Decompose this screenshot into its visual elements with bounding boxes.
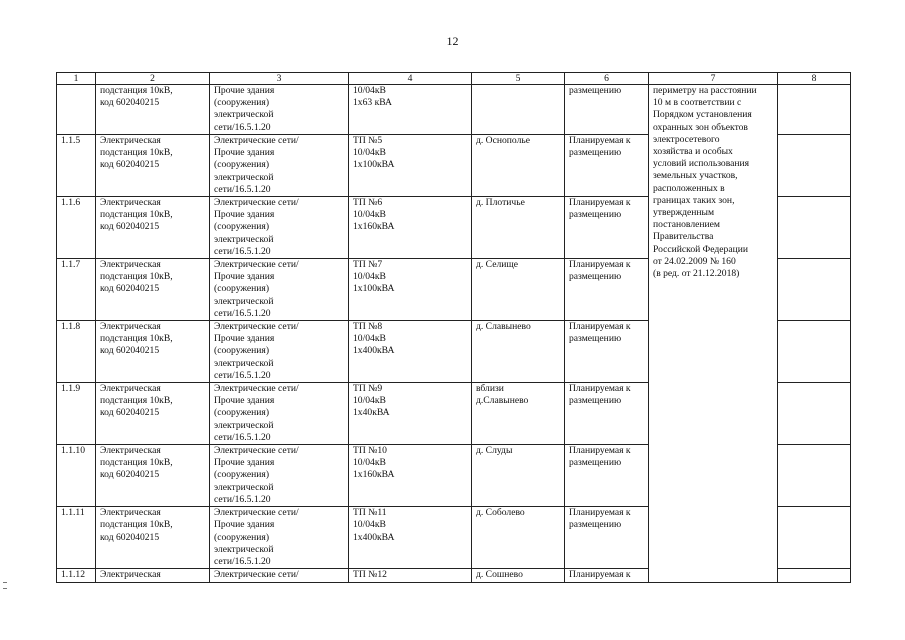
cell-line: код 602040215 — [100, 159, 160, 171]
column-header: 3 — [210, 73, 349, 85]
object-name — [96, 85, 210, 135]
cell-line: электрической — [214, 233, 274, 245]
column-8-cell — [778, 197, 851, 259]
cell-line: код 602040215 — [100, 531, 160, 543]
cell-line: Электрические сети/ — [214, 321, 299, 333]
cell-line: электрической — [214, 109, 274, 121]
cell-line: Электрическая — [100, 197, 161, 209]
object-parameters — [349, 507, 472, 569]
cell-line: размещению — [569, 333, 622, 345]
cell-line: Электрические сети/ — [214, 383, 299, 395]
cell-line: 1.1.12 — [61, 569, 85, 581]
cell-line: размещению — [569, 85, 622, 96]
object-name — [96, 569, 210, 583]
object-parameters — [349, 135, 472, 197]
object-status — [565, 197, 649, 259]
objects-table — [56, 72, 851, 583]
cell-line: Электрические сети/ — [214, 135, 299, 146]
object-type — [210, 321, 349, 383]
cell-line: Планируемая к — [569, 507, 631, 519]
cell-line: электрической — [214, 171, 274, 183]
column-header: 4 — [349, 73, 472, 85]
cell-line: периметру на расстоянии — [653, 85, 757, 96]
cell-line: 1.1.9 — [61, 383, 81, 395]
cell-line: Прочие здания — [214, 271, 275, 283]
column-8-cell — [778, 569, 851, 583]
cell-line: Планируемая к — [569, 197, 631, 209]
cell-line: 1.1.8 — [61, 321, 81, 333]
cell-line: 1х160кВА — [353, 221, 395, 233]
cell-line: 10/04кВ — [353, 85, 386, 96]
object-status — [565, 135, 649, 197]
object-name — [96, 197, 210, 259]
cell-line: подстанция 10кВ, — [100, 271, 173, 283]
cell-line: ТП №7 — [353, 259, 383, 271]
object-status — [565, 383, 649, 445]
cell-line: д. Сошнево — [476, 569, 523, 581]
cell-line: подстанция 10кВ, — [100, 457, 173, 469]
item-number — [57, 445, 96, 507]
cell-line — [476, 85, 560, 97]
cell-line: (сооружения) — [214, 283, 270, 295]
cell-line: д. Плотичье — [476, 197, 525, 209]
cell-line: Электрическая — [100, 383, 161, 395]
object-location — [472, 507, 565, 569]
cell-line — [782, 135, 846, 147]
cell-line: Правительства — [653, 231, 714, 243]
cell-line: 1.1.11 — [61, 507, 85, 519]
column-header: 5 — [472, 73, 565, 85]
item-number — [57, 507, 96, 569]
object-parameters — [349, 445, 472, 507]
object-location — [472, 569, 565, 583]
object-location — [472, 197, 565, 259]
cell-line — [61, 85, 91, 97]
column-8-cell — [778, 445, 851, 507]
cell-line: Электрическая — [100, 507, 161, 519]
cell-line: 10/04кВ — [353, 457, 386, 469]
page-number: 12 — [446, 34, 459, 48]
column-header: 7 — [649, 73, 778, 85]
margin-mark — [3, 588, 7, 589]
column-header: 8 — [778, 73, 851, 85]
object-type — [210, 135, 349, 197]
cell-line: подстанция 10кВ, — [100, 147, 173, 159]
object-parameters — [349, 321, 472, 383]
cell-line: д. Оснополье — [476, 135, 531, 146]
object-status — [565, 569, 649, 583]
cell-line: код 602040215 — [100, 97, 160, 109]
object-status — [565, 85, 649, 135]
cell-line: сети/16.5.1.20 — [214, 369, 271, 381]
cell-line: сети/16.5.1.20 — [214, 183, 271, 195]
item-number — [57, 197, 96, 259]
cell-line: Прочие здания — [214, 85, 275, 96]
cell-line: д.Славынево — [476, 395, 529, 407]
cell-line: ТП №12 — [353, 569, 387, 581]
cell-line: Планируемая к — [569, 321, 631, 333]
object-name — [96, 445, 210, 507]
cell-line: Электрическая — [100, 321, 161, 333]
cell-line — [782, 85, 846, 97]
cell-line: 10/04кВ — [353, 209, 386, 221]
cell-line: 10/04кВ — [353, 519, 386, 531]
cell-line: хозяйства и особых — [653, 146, 733, 158]
object-location — [472, 135, 565, 197]
cell-line: постановлением — [653, 219, 720, 231]
object-name — [96, 383, 210, 445]
object-name — [96, 135, 210, 197]
cell-line: Прочие здания — [214, 209, 275, 221]
object-status — [565, 259, 649, 321]
object-name — [96, 321, 210, 383]
cell-line: размещению — [569, 395, 622, 407]
object-type — [210, 445, 349, 507]
cell-line: д. Славынево — [476, 321, 531, 333]
cell-line: Электрическая — [100, 445, 161, 457]
cell-line: ТП №11 — [353, 507, 387, 519]
cell-line: подстанция 10кВ, — [100, 209, 173, 221]
object-status — [565, 445, 649, 507]
object-location — [472, 445, 565, 507]
cell-line: 1х100кВА — [353, 159, 395, 171]
cell-line: Электрическая — [100, 135, 161, 146]
cell-line: Электрическая — [100, 569, 161, 581]
cell-line: код 602040215 — [100, 407, 160, 419]
item-number — [57, 135, 96, 197]
cell-line: (в ред. от 21.12.2018) — [653, 268, 740, 280]
cell-line: код 602040215 — [100, 469, 160, 481]
cell-line: размещению — [569, 271, 622, 283]
cell-line: утвержденным — [653, 207, 715, 219]
column-header: 1 — [57, 73, 96, 85]
cell-line: электросетевого — [653, 133, 720, 145]
cell-line: 10/04кВ — [353, 395, 386, 407]
restrictions-note — [649, 85, 778, 583]
object-name — [96, 507, 210, 569]
object-parameters — [349, 197, 472, 259]
cell-line: ТП №9 — [353, 383, 383, 395]
cell-line: размещению — [569, 209, 622, 221]
column-8-cell — [778, 135, 851, 197]
cell-line: Российской Федерации — [653, 243, 748, 255]
cell-line: 1х400кВА — [353, 345, 395, 357]
object-type — [210, 259, 349, 321]
cell-line: подстанция 10кВ, — [100, 395, 173, 407]
cell-line: размещению — [569, 457, 622, 469]
cell-line: Планируемая к — [569, 445, 631, 457]
cell-line: код 602040215 — [100, 345, 160, 357]
cell-line: сети/16.5.1.20 — [214, 245, 271, 257]
cell-line: 10 м в соответствии с — [653, 97, 742, 109]
cell-line: д. Соболево — [476, 507, 525, 519]
cell-line: электрической — [214, 543, 274, 555]
cell-line: Электрические сети/ — [214, 197, 299, 209]
cell-line: Прочие здания — [214, 519, 275, 531]
cell-line: сети/16.5.1.20 — [214, 555, 271, 567]
cell-line: земельных участков, — [653, 170, 738, 182]
cell-line: 1х100кВА — [353, 283, 395, 295]
cell-line: 1х160кВА — [353, 469, 395, 481]
cell-line: 1.1.10 — [61, 445, 85, 457]
cell-line: (сооружения) — [214, 531, 270, 543]
cell-line: Электрическая — [100, 259, 161, 271]
cell-line — [782, 507, 846, 519]
cell-line: 10/04кВ — [353, 333, 386, 345]
cell-line: Планируемая к — [569, 383, 631, 395]
column-header: 6 — [565, 73, 649, 85]
column-8-cell — [778, 259, 851, 321]
cell-line: Планируемая к — [569, 259, 631, 271]
cell-line: (сооружения) — [214, 345, 270, 357]
column-8-cell — [778, 507, 851, 569]
cell-line: Порядком установления — [653, 109, 752, 121]
item-number — [57, 259, 96, 321]
cell-line: Электрические сети/ — [214, 569, 299, 581]
object-type — [210, 569, 349, 583]
cell-line: (сооружения) — [214, 221, 270, 233]
object-parameters — [349, 383, 472, 445]
column-8-cell — [778, 383, 851, 445]
cell-line: границах таких зон, — [653, 194, 735, 206]
cell-line: код 602040215 — [100, 221, 160, 233]
cell-line: д. Селище — [476, 259, 519, 271]
cell-line: 1х400кВА — [353, 531, 395, 543]
cell-line: (сооружения) — [214, 469, 270, 481]
cell-line: код 602040215 — [100, 283, 160, 295]
object-location — [472, 259, 565, 321]
cell-line: сети/16.5.1.20 — [214, 121, 271, 133]
column-header: 2 — [96, 73, 210, 85]
cell-line: вблизи — [476, 383, 504, 395]
column-8-cell — [778, 321, 851, 383]
cell-line: электрической — [214, 481, 274, 493]
cell-line: Планируемая к — [569, 135, 631, 146]
cell-line — [782, 259, 846, 271]
cell-line: Электрические сети/ — [214, 445, 299, 457]
cell-line: (сооружения) — [214, 159, 270, 171]
cell-line — [782, 445, 846, 457]
table-header-row — [57, 73, 851, 85]
cell-line: Прочие здания — [214, 457, 275, 469]
object-type — [210, 197, 349, 259]
cell-line: подстанция 10кВ, — [100, 333, 173, 345]
cell-line: Планируемая к — [569, 569, 631, 581]
cell-line: размещению — [569, 519, 622, 531]
cell-line: ТП №6 — [353, 197, 383, 209]
cell-line: расположенных в — [653, 182, 725, 194]
item-number — [57, 321, 96, 383]
object-type — [210, 507, 349, 569]
cell-line — [782, 383, 846, 395]
cell-line: 1.1.7 — [61, 259, 81, 271]
cell-line: сети/16.5.1.20 — [214, 307, 271, 319]
cell-line: 1х63 кВА — [353, 97, 392, 109]
object-type — [210, 85, 349, 135]
cell-line: электрической — [214, 357, 274, 369]
cell-line: (сооружения) — [214, 407, 270, 419]
cell-line — [782, 321, 846, 333]
cell-line: охранных зон объектов — [653, 121, 748, 133]
object-location — [472, 321, 565, 383]
object-location — [472, 85, 565, 135]
cell-line: ТП №5 — [353, 135, 383, 146]
cell-line: Электрические сети/ — [214, 507, 299, 519]
cell-line: 1х40кВА — [353, 407, 390, 419]
margin-mark — [3, 582, 7, 583]
object-status — [565, 507, 649, 569]
cell-line: д. Слуды — [476, 445, 513, 457]
item-number — [57, 383, 96, 445]
item-number — [57, 85, 96, 135]
object-parameters — [349, 85, 472, 135]
cell-line — [782, 569, 846, 581]
cell-line: подстанция 10кВ, — [100, 519, 173, 531]
cell-line: Прочие здания — [214, 147, 275, 159]
object-name — [96, 259, 210, 321]
column-8-cell — [778, 85, 851, 135]
cell-line: 1.1.6 — [61, 197, 81, 209]
cell-line: 1.1.5 — [61, 135, 81, 146]
cell-line: электрической — [214, 419, 274, 431]
object-type — [210, 383, 349, 445]
cell-line: условий использования — [653, 158, 750, 170]
cell-line: Прочие здания — [214, 395, 275, 407]
cell-line: ТП №10 — [353, 445, 387, 457]
object-status — [565, 321, 649, 383]
cell-line: 10/04кВ — [353, 147, 386, 159]
object-parameters — [349, 259, 472, 321]
cell-line: сети/16.5.1.20 — [214, 431, 271, 443]
cell-line: подстанция 10кВ, — [100, 85, 173, 96]
table-row — [57, 85, 851, 135]
item-number — [57, 569, 96, 583]
cell-line: 10/04кВ — [353, 271, 386, 283]
cell-line: Электрические сети/ — [214, 259, 299, 271]
cell-line: электрической — [214, 295, 274, 307]
cell-line: от 24.02.2009 № 160 — [653, 255, 736, 267]
object-location — [472, 383, 565, 445]
cell-line: ТП №8 — [353, 321, 383, 333]
cell-line: (сооружения) — [214, 97, 270, 109]
cell-line — [782, 197, 846, 209]
cell-line: сети/16.5.1.20 — [214, 493, 271, 505]
object-parameters — [349, 569, 472, 583]
cell-line: размещению — [569, 147, 622, 159]
cell-line: Прочие здания — [214, 333, 275, 345]
